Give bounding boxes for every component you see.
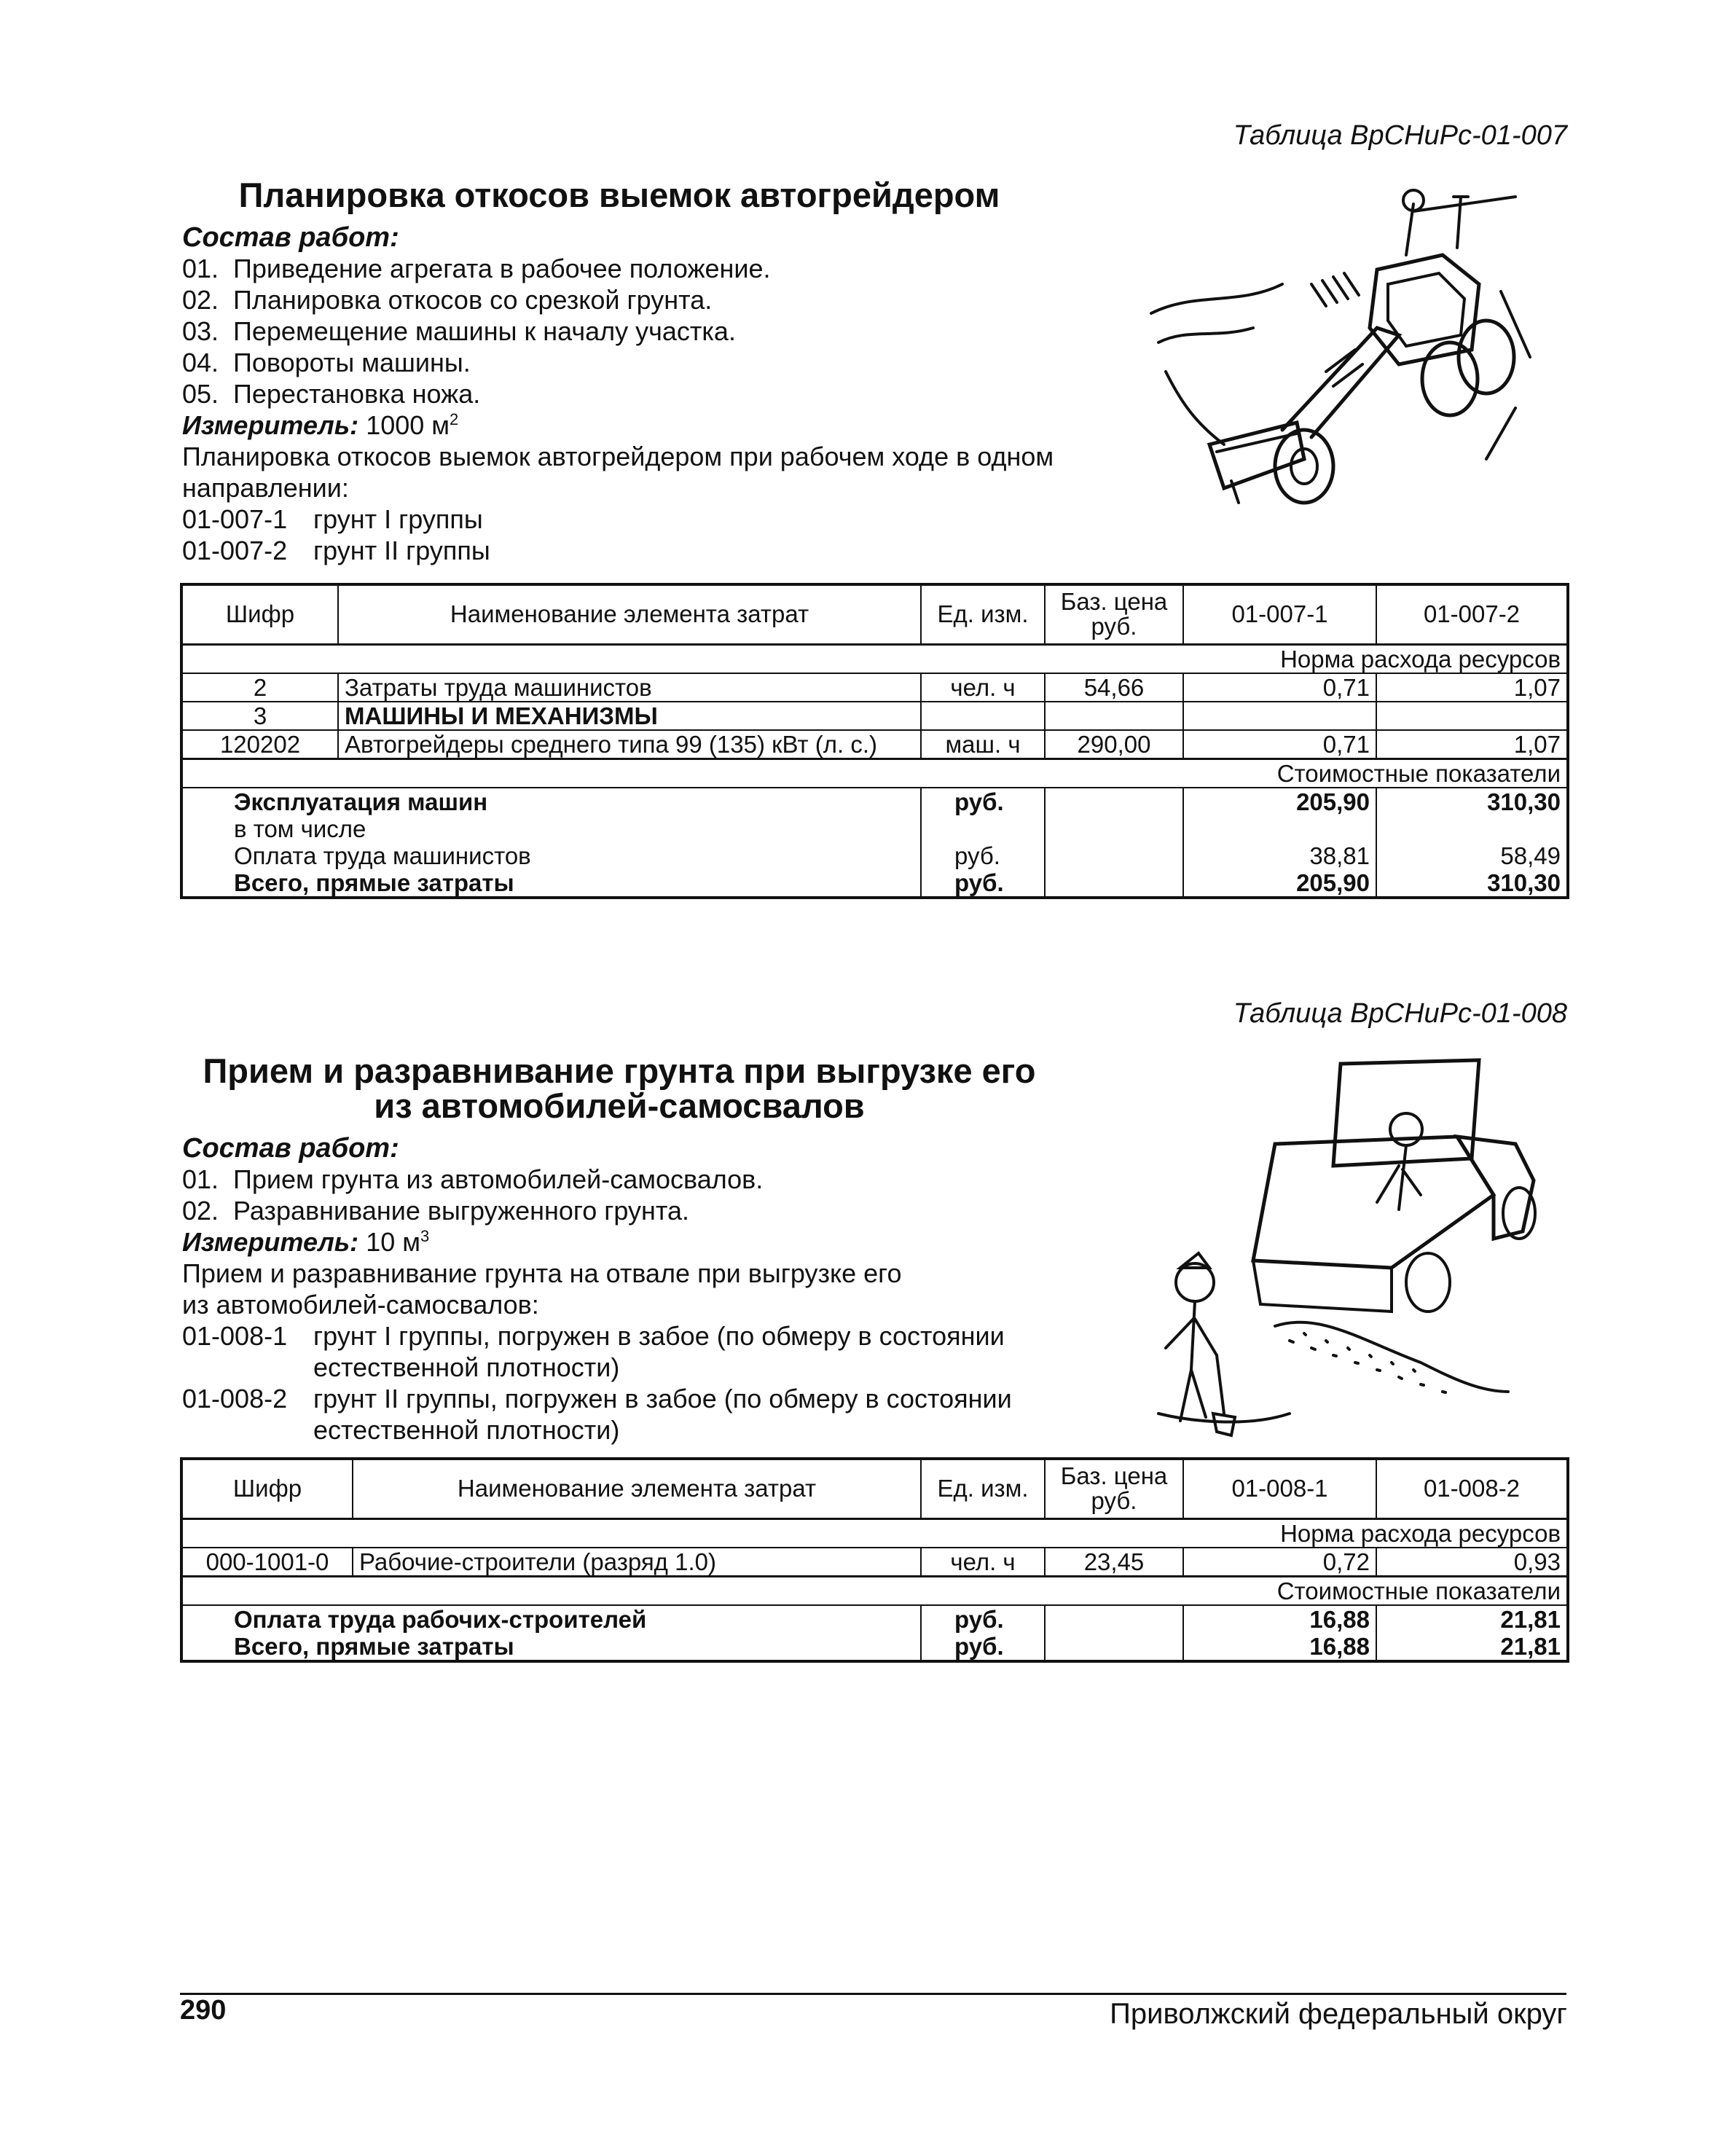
- table-header-row: [181, 584, 1568, 644]
- description-line: Планировка откосов выемок автогрейдером при рабочем ходе в одном: [182, 442, 1054, 471]
- table-row: 120202 Автогрейдеры среднего типа 99 (135) кВт (л. с.) маш. ч 290,00 0,71 1,07: [181, 730, 1568, 759]
- motor-grader-drawing: [1137, 182, 1545, 546]
- cost-row: Эксплуатация машин руб. 205,90 310,30: [181, 788, 1568, 815]
- cost-row: Всего, прямые затраты руб. 205,90 310,30: [181, 869, 1568, 898]
- section-label: Норма расхода ресурсов: [1183, 1518, 1568, 1548]
- work-item: 04. Повороты машины.: [182, 348, 471, 377]
- section-row-norm: [181, 1518, 1568, 1548]
- work-item: 02. Разравнивание выгруженного грунта.: [182, 1196, 689, 1226]
- table-row: 000-1001-0 Рабочие-строители (разряд 1.0) чел. ч 23,45 0,72 0,93: [181, 1548, 1568, 1577]
- col-header: Баз. цена руб.: [1045, 1459, 1183, 1518]
- table-label-007: Таблица ВрСНиРс-01-007: [1233, 120, 1567, 151]
- table-header-row: [181, 1459, 1568, 1518]
- works-heading-007: Состав работ:: [182, 222, 399, 253]
- col-header: Наименование элемента затрат: [338, 584, 921, 644]
- page-number: 290: [180, 1995, 227, 2026]
- section-title-008-line1: Прием и разравнивание грунта при выгрузке его: [203, 1051, 1036, 1090]
- work-item: 01. Прием грунта из автомобилей-самосвалов.: [182, 1164, 764, 1194]
- dump-truck-unloading-drawing: [1115, 1049, 1545, 1443]
- col-header: Наименование элемента затрат: [353, 1459, 921, 1518]
- work-item: 05. Перестановка ножа.: [182, 379, 481, 409]
- col-header: Ед. изм.: [921, 1459, 1045, 1518]
- cost-row: в том числе: [181, 815, 1568, 842]
- table-label-008: Таблица ВрСНиРс-01-008: [1233, 998, 1567, 1029]
- col-header: Шифр: [181, 584, 338, 644]
- work-item: 01. Приведение агрегата в рабочее положение.: [182, 254, 771, 283]
- footer-rule: [180, 1993, 1566, 1995]
- description-line: Прием и разравнивание грунта на отвале при выгрузке его: [182, 1258, 902, 1288]
- section-title-007: Планировка откосов выемок автогрейдером: [238, 176, 1000, 214]
- table-row: 3 МАШИНЫ И МЕХАНИЗМЫ: [181, 702, 1568, 730]
- col-header: 01-008-1: [1183, 1459, 1376, 1518]
- work-item: 03. Перемещение машины к началу участка.: [182, 316, 736, 346]
- col-header: 01-007-2: [1376, 584, 1568, 644]
- section-label: Стоимостные показатели: [1183, 1576, 1568, 1605]
- work-item: 02. Планировка откосов со срезкой грунта.: [182, 285, 713, 315]
- section-label: Норма расхода ресурсов: [1183, 644, 1568, 673]
- cost-row: Всего, прямые затраты руб. 16,88 21,81: [181, 1633, 1568, 1661]
- description-line: направлении:: [182, 473, 349, 503]
- code-row: 01-007-1 грунт I группы: [182, 504, 483, 534]
- col-header: Баз. цена руб.: [1045, 584, 1183, 644]
- section-label: Стоимостные показатели: [1183, 758, 1568, 788]
- code-row: 01-008-2 грунт II группы, погружен в забое (по обмеру в состоянии: [182, 1384, 1012, 1414]
- table-row: 2 Затраты труда машинистов чел. ч 54,66 0,71 1,07: [181, 673, 1568, 702]
- works-heading-008: Состав работ:: [182, 1133, 399, 1164]
- code-row-continuation: естественной плотности): [313, 1352, 620, 1382]
- footer-region: Приволжский федеральный округ: [1110, 1998, 1567, 2030]
- section-title-008-line2: из автомобилей-самосвалов: [374, 1086, 865, 1125]
- section-row-norm: [181, 644, 1568, 673]
- code-row: 01-008-1 грунт I группы, погружен в забое (по обмеру в состоянии: [182, 1321, 1005, 1351]
- col-header: 01-007-1: [1183, 584, 1376, 644]
- code-row-continuation: естественной плотности): [313, 1415, 620, 1445]
- col-header: Ед. изм.: [921, 584, 1045, 644]
- description-line: из автомобилей-самосвалов:: [182, 1290, 539, 1320]
- cost-row: Оплата труда рабочих-строителей руб. 16,88 21,81: [181, 1605, 1568, 1633]
- measure-line-007: Измеритель: 1000 $м^2$: [182, 410, 459, 440]
- cost-table-008: [180, 1457, 1569, 1663]
- cost-row: Оплата труда машинистов руб. 38,81 58,49: [181, 842, 1568, 869]
- col-header: Шифр: [181, 1459, 353, 1518]
- code-row: 01-007-2 грунт II группы: [182, 536, 490, 565]
- col-header: 01-008-2: [1376, 1459, 1568, 1518]
- section-row-cost: [181, 758, 1568, 788]
- cost-table-007: [180, 583, 1569, 899]
- measure-line-008: Измеритель: 10 $м^3$: [182, 1227, 430, 1257]
- section-row-cost: [181, 1576, 1568, 1605]
